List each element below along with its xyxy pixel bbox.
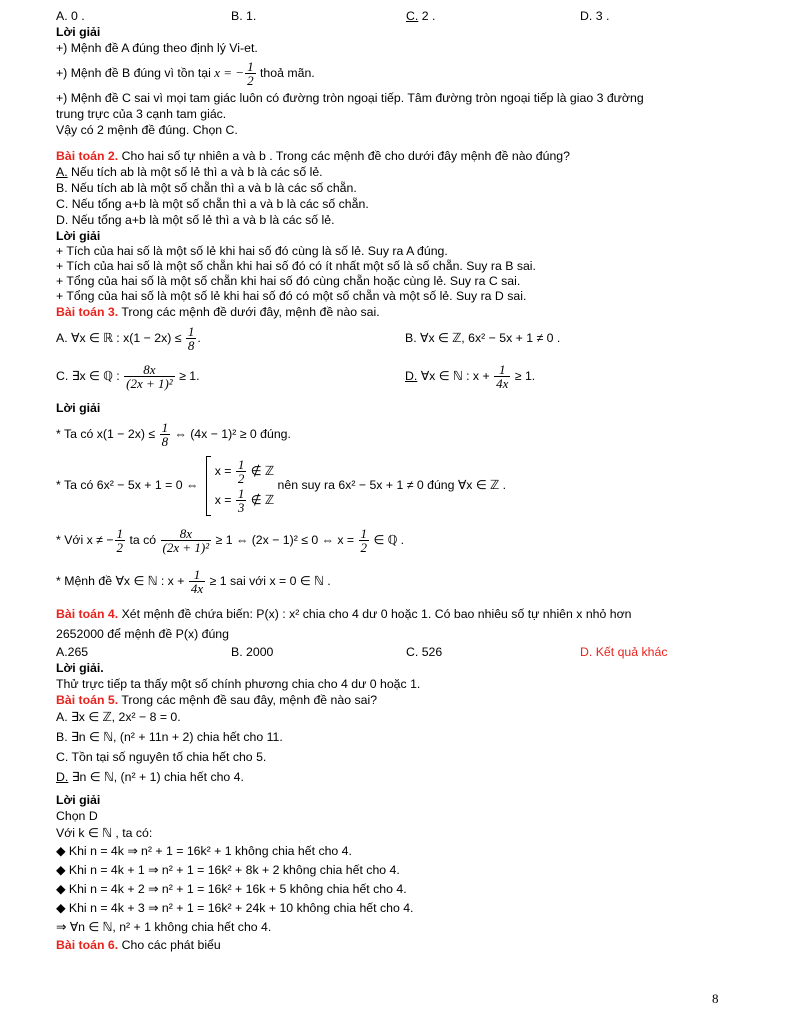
solution-line: trung trực của 3 cạnh tam giác.	[56, 107, 227, 121]
option-d: D. ∀x ∈ ℕ : x + $\frac{1}{4x}$ ≥ 1.	[405, 362, 536, 392]
options-row	[56, 644, 726, 660]
option-b: B. ∀x ∈ ℤ, 6x² − 5x + 1 ≠ 0 .	[405, 331, 561, 345]
solution-line: ◆ Khi n = 4k ⇒ n² + 1 = 16k² + 1 không chia hết cho 4.	[56, 844, 352, 858]
choice-a: A. 0 .	[56, 9, 85, 23]
option-c: C. ∃x ∈ ℚ : $\frac{8x}{\text{(2x + 1)²}}$ ≥ 1.	[56, 362, 200, 392]
solution-line: + Tích của hai số là một số lẻ khi hai số đó cùng là số lẻ. Suy ra A đúng.	[56, 244, 448, 258]
solution-line: Vậy có 2 mệnh đề đúng. Chọn C.	[56, 123, 238, 137]
page-number: 8	[712, 991, 719, 1006]
problem-6-stem: Bài toán 6. Cho các phát biểu	[56, 938, 221, 952]
problem-3-stem: Bài toán 3. Trong các mệnh đề dưới đây, mệnh đề nào sai.	[56, 305, 380, 319]
solution-line: * Với x ≠ − $\frac{1}{2}$ ta có $\frac{8x}{\text{(2x + 1)²}}$ ≥ 1 ⇔ (2x − 1)² ≤ 0 ⇔ x = $\frac{1}{2}$ ∈ ℚ .	[56, 526, 405, 556]
solution-line: +) Mệnh đề B đúng vì tồn tại x = − $\frac{1}{2}$ thoả mãn.	[56, 59, 315, 89]
problem-2-stem: Bài toán 2. Cho hai số tự nhiên a và b . Trong các mệnh đề cho dưới đây mệnh đề nào đúng?	[56, 149, 570, 163]
option: C. Nếu tổng a+b là một số chẵn thì a và b là các số chẵn.	[56, 197, 369, 211]
solution-line: * Ta có 6x² − 5x + 1 = 0 ⇔ x = $\frac{1}{2}$ ∉ ℤ x = $\frac{1}{3}$ ∉ ℤ nên suy ra 6x² − 5x + 1 ≠ 0 đúng ∀x ∈ ℤ .	[56, 457, 506, 515]
solution-line: + Tổng của hai số là một số lẻ khi hai số đó có một số chẵn và một số lẻ. Suy ra D sai.	[56, 289, 527, 303]
solution-line: Chọn D	[56, 809, 98, 823]
option-a: A.265	[56, 645, 89, 659]
solution-line: +) Mệnh đề A đúng theo định lý Vi-et.	[56, 41, 258, 55]
option-b: B. 2000	[231, 645, 274, 659]
document-page	[56, 8, 726, 953]
option: B. ∃n ∈ ℕ, (n² + 11n + 2) chia hết cho 11.	[56, 730, 283, 744]
option: C. Tồn tại số nguyên tố chia hết cho 5.	[56, 750, 267, 764]
solution-line: Thử trực tiếp ta thấy một số chính phương chia cho 4 dư 0 hoặc 1.	[56, 677, 421, 691]
option: B. Nếu tích ab là một số chẵn thì a và b là các số chẵn.	[56, 181, 357, 195]
solution-heading: Lời giải	[56, 793, 101, 807]
solution-line: + Tổng của hai số là một số chẵn khi hai số đó cùng chẵn hoặc cùng lẻ. Suy ra C sai.	[56, 274, 521, 288]
option: A. Nếu tích ab là một số lẻ thì a và b là các số lẻ.	[56, 165, 323, 179]
options-row	[56, 320, 726, 356]
solution-line: * Mệnh đề ∀x ∈ ℕ : x + $\frac{1}{4x}$ ≥ 1 sai với x = 0 ∈ ℕ .	[56, 567, 331, 597]
solution-line: +) Mệnh đề C sai vì mọi tam giác luôn có đường tròn ngoại tiếp. Tâm đường tròn ngoại tiếp là giao 3 đường	[56, 91, 644, 105]
choices-row	[56, 8, 726, 24]
problem-4-stem-cont: 2652000 để mệnh đề P(x) đúng	[56, 627, 229, 641]
solution-line: ◆ Khi n = 4k + 2 ⇒ n² + 1 = 16k² + 16k + 5 không chia hết cho 4.	[56, 882, 407, 896]
choice-c: C. 2 .	[406, 9, 436, 23]
option: A. ∃x ∈ ℤ, 2x² − 8 = 0.	[56, 710, 181, 724]
solution-line: Với k ∈ ℕ , ta có:	[56, 826, 153, 840]
solution-line: ⇒ ∀n ∈ ℕ, n² + 1 không chia hết cho 4.	[56, 920, 272, 934]
solution-heading: Lời giải.	[56, 661, 104, 675]
solution-line: * Ta có x(1 − 2x) ≤ $\frac{1}{8}$ ⇔ (4x − 1)² ≥ 0 đúng.	[56, 420, 291, 450]
problem-4-stem: Bài toán 4. Xét mệnh đề chứa biến: P(x) : x² chia cho 4 dư 0 hoặc 1. Có bao nhiêu số tự nhiên x nhỏ hơn	[56, 607, 632, 621]
option: D. ∃n ∈ ℕ, (n² + 1) chia hết cho 4.	[56, 770, 244, 784]
option: D. Nếu tổng a+b là một số lẻ thì a và b là các số lẻ.	[56, 213, 335, 227]
option-a: A. ∀x ∈ ℝ : x(1 − 2x) ≤ $\frac{1}{8}$ .	[56, 324, 201, 354]
problem-5-stem: Bài toán 5. Trong các mệnh đề sau đây, mệnh đề nào sai?	[56, 693, 378, 707]
options-row	[56, 356, 726, 396]
solution-line: + Tích của hai số là một số chẵn khi hai số đó có ít nhất một số là số chẵn. Suy ra B sai.	[56, 259, 536, 273]
solution-line: ◆ Khi n = 4k + 1 ⇒ n² + 1 = 16k² + 8k + 2 không chia hết cho 4.	[56, 863, 400, 877]
solution-line: ◆ Khi n = 4k + 3 ⇒ n² + 1 = 16k² + 24k + 10 không chia hết cho 4.	[56, 901, 414, 915]
choice-b: B. 1.	[231, 9, 257, 23]
solution-heading: Lời giải	[56, 401, 101, 415]
solution-heading: Lời giải	[56, 229, 101, 243]
solution-heading: Lời giải	[56, 25, 101, 39]
option-d: D. Kết quả khác	[580, 645, 668, 659]
choice-d: D. 3 .	[580, 9, 610, 23]
option-c: C. 526	[406, 645, 443, 659]
